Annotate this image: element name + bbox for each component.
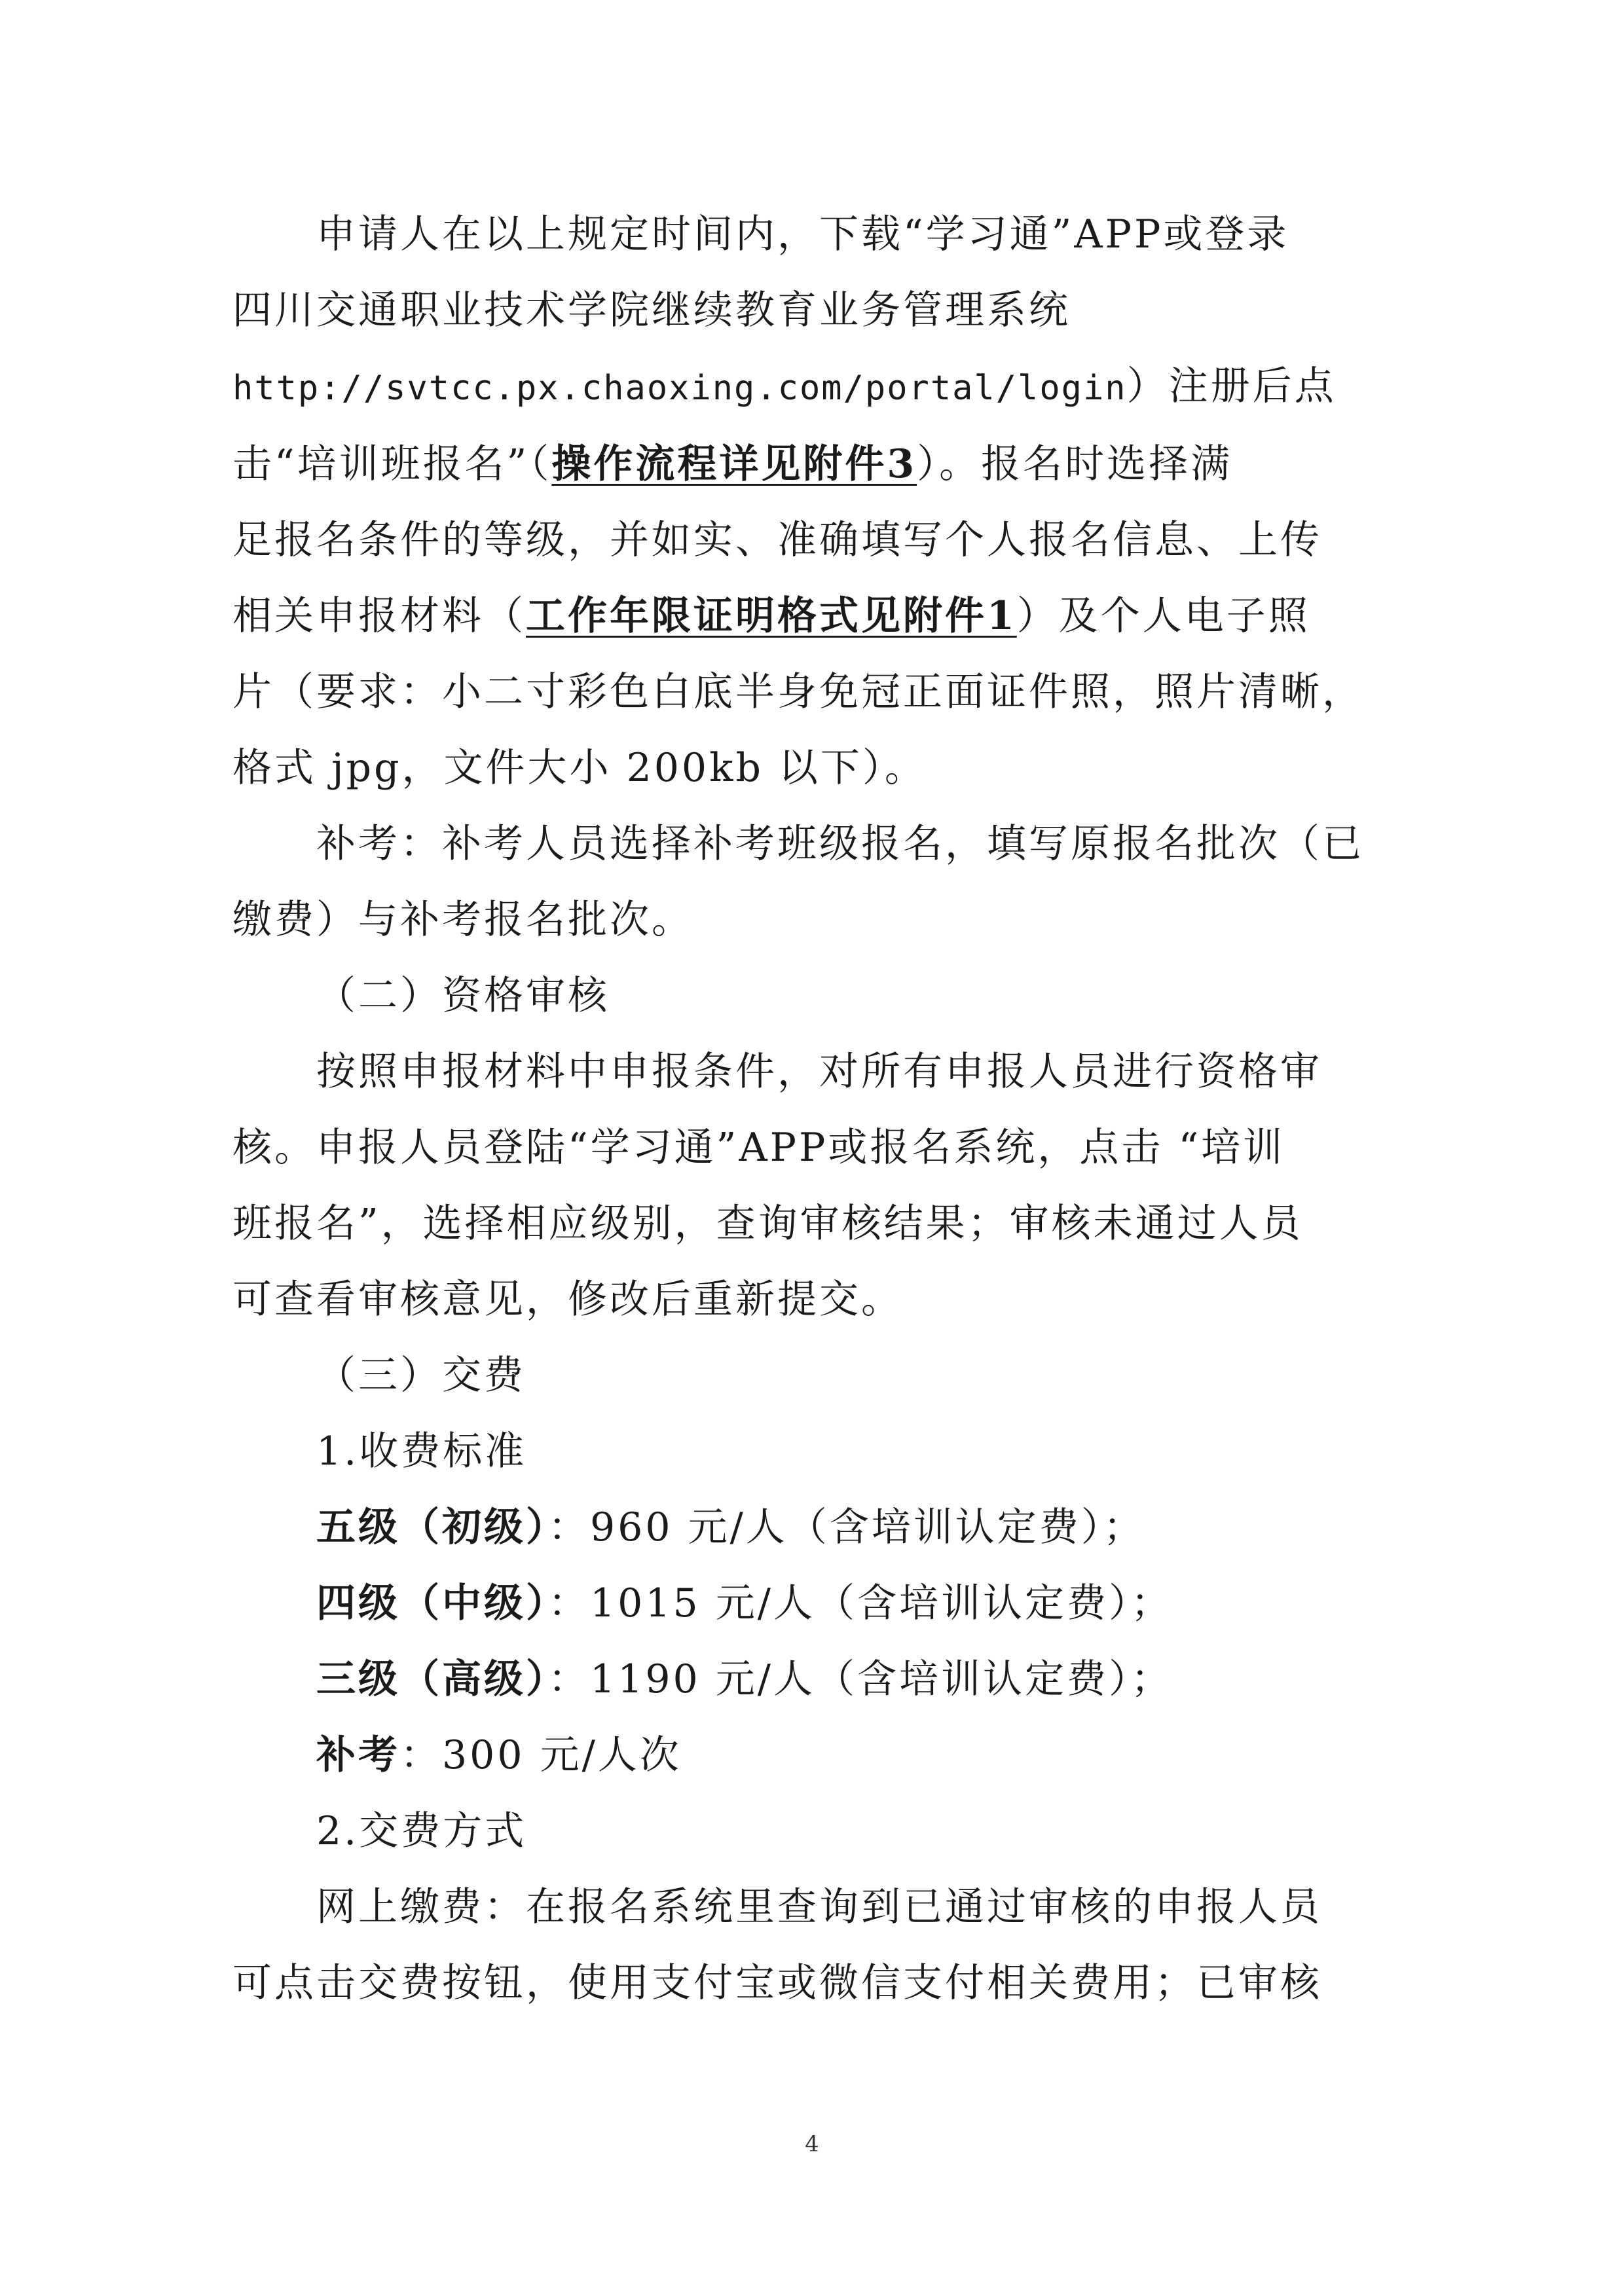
fee-item xyxy=(232,1565,1359,1641)
text-fragment: 击“培训班报名”（ xyxy=(232,441,552,487)
fee-item xyxy=(232,1489,1359,1565)
subheading-fee-standard: 1.收费标准 xyxy=(316,1429,527,1474)
fee-item xyxy=(232,1717,1359,1793)
text-line: 可点击交费按钮，使用支付宝或微信支付相关费用；已审核 xyxy=(232,1960,1322,2006)
paragraph-registration xyxy=(232,196,1364,806)
system-url[interactable]: http://svtcc.px.chaoxing.com/portal/login xyxy=(232,369,1127,408)
text-line: 班报名”，选择相应级别，查询审核结果；审核未通过人员 xyxy=(232,1201,1303,1247)
body-text xyxy=(232,196,1364,2021)
paragraph-qualification xyxy=(232,1034,1359,1338)
fee-level: 四级（中级） xyxy=(316,1580,548,1626)
text-fragment: ）。报名时选择满 xyxy=(917,441,1233,487)
paragraph-makeup-exam xyxy=(232,806,1364,958)
text-line xyxy=(232,426,1359,502)
fee-level: 三级（高级） xyxy=(316,1656,548,1702)
text-line: 四川交通职业技术学院继续教育业务管理系统 xyxy=(232,287,1071,333)
fee-detail: ：300 元/人次 xyxy=(400,1732,682,1778)
subheading-payment-method: 2.交费方式 xyxy=(316,1808,527,1854)
attachment-3-reference: 操作流程详见附件3 xyxy=(551,441,917,487)
fee-level: 补考 xyxy=(316,1732,400,1778)
text-line: 缴费）与补考报名批次。 xyxy=(232,897,693,943)
fee-detail: ：1190 元/人（含培训认定费）； xyxy=(548,1656,1173,1702)
text-line: 核。申报人员登陆“学习通”APP或报名系统，点击 “培训 xyxy=(232,1125,1285,1171)
section-heading-fees: （三）交费 xyxy=(316,1353,526,1398)
attachment-1-reference: 工作年限证明格式见附件1 xyxy=(526,593,1017,639)
text-line: 补考：补考人员选择补考班级报名，填写原报名批次（已 xyxy=(316,821,1364,867)
fee-detail: ：960 元/人（含培训认定费）； xyxy=(548,1504,1145,1550)
section-heading-qualification: （二）资格审核 xyxy=(316,973,610,1019)
text-line xyxy=(232,578,1359,654)
page-number: 4 xyxy=(805,2131,819,2157)
text-line xyxy=(232,348,1359,426)
text-line: 可查看审核意见，修改后重新提交。 xyxy=(232,1277,903,1322)
text-fragment: 相关申报材料（ xyxy=(232,593,526,639)
text-line: 申请人在以上规定时间内，下载“学习通”APP或登录 xyxy=(316,211,1289,257)
fee-detail: ：1015 元/人（含培训认定费）； xyxy=(548,1580,1173,1626)
paragraph-online-payment xyxy=(232,1869,1359,2021)
fee-level: 五级（初级） xyxy=(316,1504,548,1550)
text-line: 网上缴费：在报名系统里查询到已通过审核的申报人员 xyxy=(316,1884,1322,1930)
text-fragment: ）注册后点 xyxy=(1126,363,1337,409)
text-line: 片（要求：小二寸彩色白底半身免冠正面证件照，照片清晰， xyxy=(232,669,1364,715)
text-line: 格式 jpg，文件大小 200kb 以下）。 xyxy=(232,745,927,791)
text-line: 足报名条件的等级，并如实、准确填写个人报名信息、上传 xyxy=(232,517,1322,563)
text-fragment: ）及个人电子照 xyxy=(1016,593,1310,639)
text-line: 按照申报材料中申报条件，对所有申报人员进行资格审 xyxy=(316,1049,1322,1095)
fee-item xyxy=(232,1641,1359,1717)
